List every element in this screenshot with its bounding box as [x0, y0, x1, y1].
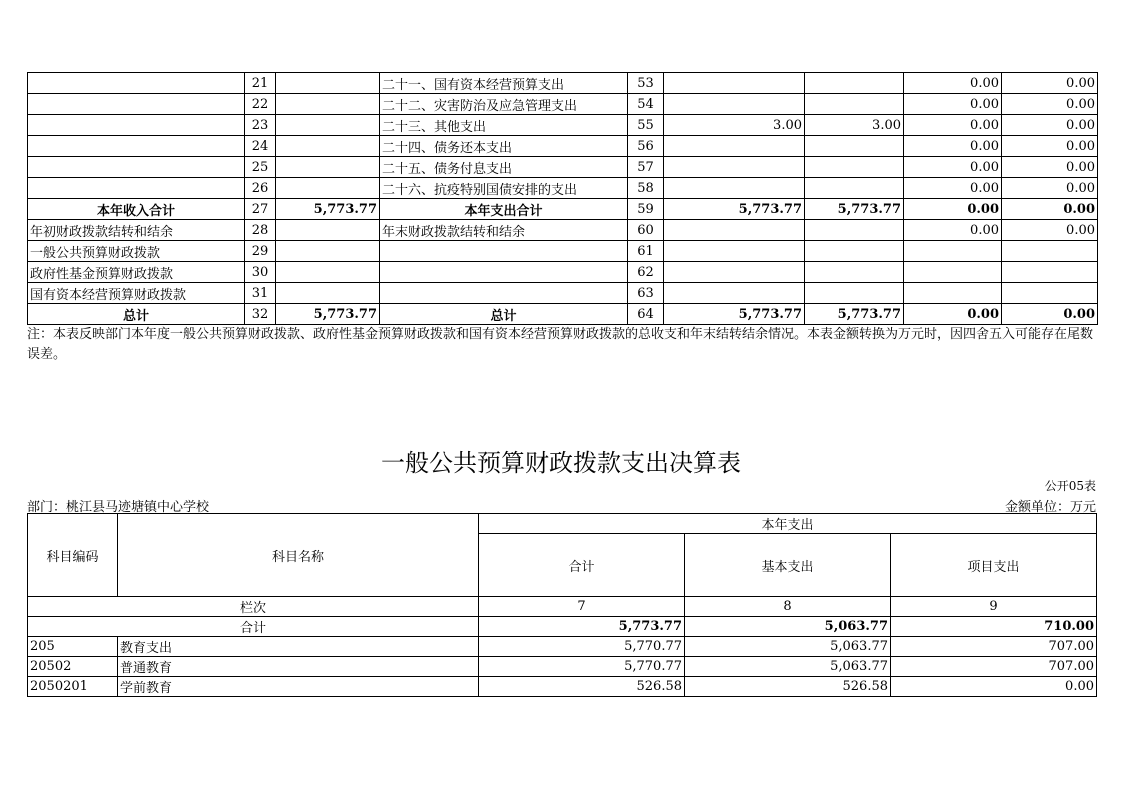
table-row	[28, 220, 1098, 241]
expense-basic	[805, 136, 904, 157]
expense-total	[664, 220, 805, 241]
table-row	[28, 73, 1098, 94]
expense-total: 5,773.77	[664, 304, 805, 325]
expense-line: 56	[628, 136, 664, 157]
expense-total: 5,773.77	[664, 199, 805, 220]
header-project: 项目支出	[891, 534, 1097, 597]
expense-other: 0.00	[1002, 178, 1098, 199]
revenue-amount	[276, 115, 380, 136]
department-label: 部门：桃江县马迹塘镇中心学校	[27, 500, 210, 515]
expense-line: 54	[628, 94, 664, 115]
expense-other: 0.00	[1002, 304, 1098, 325]
expense-line: 57	[628, 157, 664, 178]
expense-other: 0.00	[1002, 199, 1098, 220]
revenue-amount	[276, 136, 380, 157]
expense-basic	[805, 241, 904, 262]
revenue-item: 政府性基金预算财政拨款	[28, 262, 245, 283]
cell-total: 526.58	[479, 677, 685, 697]
expense-other	[1002, 262, 1098, 283]
revenue-item	[28, 94, 245, 115]
revenue-amount	[276, 157, 380, 178]
expense-other: 0.00	[1002, 115, 1098, 136]
revenue-amount	[276, 220, 380, 241]
colnum-total: 7	[479, 597, 685, 617]
cell-project: 707.00	[891, 657, 1097, 677]
expense-basic	[805, 283, 904, 304]
expense-project: 0.00	[904, 94, 1002, 115]
expense-line: 60	[628, 220, 664, 241]
table-row	[28, 637, 1097, 657]
expense-total	[664, 94, 805, 115]
revenue-line: 23	[245, 115, 276, 136]
sum-basic: 5,063.77	[685, 617, 891, 637]
expense-item	[380, 283, 628, 304]
cell-total: 5,770.77	[479, 637, 685, 657]
expense-project: 0.00	[904, 220, 1002, 241]
expense-other: 0.00	[1002, 136, 1098, 157]
table-row	[28, 94, 1098, 115]
table-row	[28, 115, 1098, 136]
expense-line: 53	[628, 73, 664, 94]
revenue-item	[28, 73, 245, 94]
revenue-amount	[276, 241, 380, 262]
revenue-line: 26	[245, 178, 276, 199]
expense-other: 0.00	[1002, 94, 1098, 115]
colnum-project: 9	[891, 597, 1097, 617]
revenue-amount: 5,773.77	[276, 304, 380, 325]
expense-basic	[805, 73, 904, 94]
expense-line: 58	[628, 178, 664, 199]
sum-total: 5,773.77	[479, 617, 685, 637]
table-row	[28, 199, 1098, 220]
expense-project: 0.00	[904, 304, 1002, 325]
expense-total	[664, 283, 805, 304]
cell-name: 教育支出	[118, 637, 479, 657]
colnum-basic: 8	[685, 597, 891, 617]
revenue-line: 27	[245, 199, 276, 220]
revenue-line: 30	[245, 262, 276, 283]
expense-item: 二十六、抗疫特别国债安排的支出	[380, 178, 628, 199]
expense-basic	[805, 178, 904, 199]
cell-basic: 5,063.77	[685, 637, 891, 657]
expense-project: 0.00	[904, 199, 1002, 220]
revenue-item: 一般公共预算财政拨款	[28, 241, 245, 262]
expense-basic	[805, 157, 904, 178]
cell-name: 学前教育	[118, 677, 479, 697]
expense-line: 64	[628, 304, 664, 325]
expense-other: 0.00	[1002, 220, 1098, 241]
cell-basic: 5,063.77	[685, 657, 891, 677]
cell-project: 0.00	[891, 677, 1097, 697]
cell-basic: 526.58	[685, 677, 891, 697]
expense-item: 二十四、债务还本支出	[380, 136, 628, 157]
expense-item: 总计	[380, 304, 628, 325]
revenue-line: 21	[245, 73, 276, 94]
expense-item	[380, 241, 628, 262]
header-name: 科目名称	[118, 514, 479, 597]
header-group: 本年支出	[479, 514, 1097, 534]
expense-total	[664, 73, 805, 94]
cell-code: 205	[28, 637, 118, 657]
expense-project: 0.00	[904, 73, 1002, 94]
expense-item: 本年支出合计	[380, 199, 628, 220]
expense-total	[664, 262, 805, 283]
expense-other: 0.00	[1002, 157, 1098, 178]
header-total: 合计	[479, 534, 685, 597]
expense-project: 0.00	[904, 178, 1002, 199]
revenue-amount	[276, 262, 380, 283]
sum-label: 合计	[28, 617, 479, 637]
expense-item: 二十五、债务付息支出	[380, 157, 628, 178]
column-number-row	[28, 597, 1097, 617]
revenue-item	[28, 157, 245, 178]
expense-basic	[805, 94, 904, 115]
expense-total	[664, 178, 805, 199]
cell-name: 普通教育	[118, 657, 479, 677]
fiscal-summary-table	[27, 72, 1098, 325]
revenue-amount: 5,773.77	[276, 199, 380, 220]
revenue-item	[28, 136, 245, 157]
table-code: 公开05表	[1044, 479, 1096, 493]
expense-item: 年末财政拨款结转和结余	[380, 220, 628, 241]
expense-project	[904, 241, 1002, 262]
table-row	[28, 262, 1098, 283]
expense-basic: 5,773.77	[805, 304, 904, 325]
header-code: 科目编码	[28, 514, 118, 597]
expense-total: 3.00	[664, 115, 805, 136]
expense-basic: 5,773.77	[805, 199, 904, 220]
revenue-item	[28, 115, 245, 136]
expense-other	[1002, 283, 1098, 304]
header-basic: 基本支出	[685, 534, 891, 597]
expense-basic	[805, 220, 904, 241]
table-row	[28, 241, 1098, 262]
revenue-item	[28, 178, 245, 199]
revenue-line: 31	[245, 283, 276, 304]
revenue-line: 29	[245, 241, 276, 262]
expense-project: 0.00	[904, 157, 1002, 178]
revenue-line: 22	[245, 94, 276, 115]
revenue-item: 本年收入合计	[28, 199, 245, 220]
revenue-item: 年初财政拨款结转和结余	[28, 220, 245, 241]
cell-project: 707.00	[891, 637, 1097, 657]
table-row	[28, 304, 1098, 325]
expense-project	[904, 283, 1002, 304]
expense-item: 二十一、国有资本经营预算支出	[380, 73, 628, 94]
revenue-amount	[276, 94, 380, 115]
expense-line: 62	[628, 262, 664, 283]
sum-row	[28, 617, 1097, 637]
cell-code: 20502	[28, 657, 118, 677]
unit-label: 金额单位：万元	[1004, 500, 1096, 515]
expense-total	[664, 136, 805, 157]
revenue-line: 32	[245, 304, 276, 325]
expense-project: 0.00	[904, 115, 1002, 136]
expense-total	[664, 157, 805, 178]
colnum-label: 栏次	[28, 597, 479, 617]
cell-code: 2050201	[28, 677, 118, 697]
expense-item	[380, 262, 628, 283]
table-row	[28, 178, 1098, 199]
cell-total: 5,770.77	[479, 657, 685, 677]
expense-other	[1002, 241, 1098, 262]
table-note: 注：本表反映部门本年度一般公共预算财政拨款、政府性基金预算财政拨款和国有资本经营预算财政拨款的总收支和年末结转结余情况。本表金额转换为万元时，因四舍五入可能存在尾数误差。	[27, 327, 1094, 362]
revenue-item: 总计	[28, 304, 245, 325]
table-row	[28, 677, 1097, 697]
revenue-amount	[276, 178, 380, 199]
expenditure-table	[27, 513, 1097, 697]
sum-project: 710.00	[891, 617, 1097, 637]
expense-project: 0.00	[904, 136, 1002, 157]
revenue-amount	[276, 73, 380, 94]
revenue-line: 24	[245, 136, 276, 157]
expense-other: 0.00	[1002, 73, 1098, 94]
table-row	[28, 136, 1098, 157]
revenue-item: 国有资本经营预算财政拨款	[28, 283, 245, 304]
expense-basic: 3.00	[805, 115, 904, 136]
table-row	[28, 283, 1098, 304]
expense-item: 二十二、灾害防治及应急管理支出	[380, 94, 628, 115]
expense-line: 59	[628, 199, 664, 220]
expense-line: 61	[628, 241, 664, 262]
revenue-line: 25	[245, 157, 276, 178]
expense-line: 55	[628, 115, 664, 136]
revenue-amount	[276, 283, 380, 304]
revenue-line: 28	[245, 220, 276, 241]
expense-basic	[805, 262, 904, 283]
table-row	[28, 657, 1097, 677]
expense-project	[904, 262, 1002, 283]
expense-item: 二十三、其他支出	[380, 115, 628, 136]
page-title: 一般公共预算财政拨款支出决算表	[381, 449, 741, 477]
expense-total	[664, 241, 805, 262]
expense-line: 63	[628, 283, 664, 304]
table-row	[28, 157, 1098, 178]
